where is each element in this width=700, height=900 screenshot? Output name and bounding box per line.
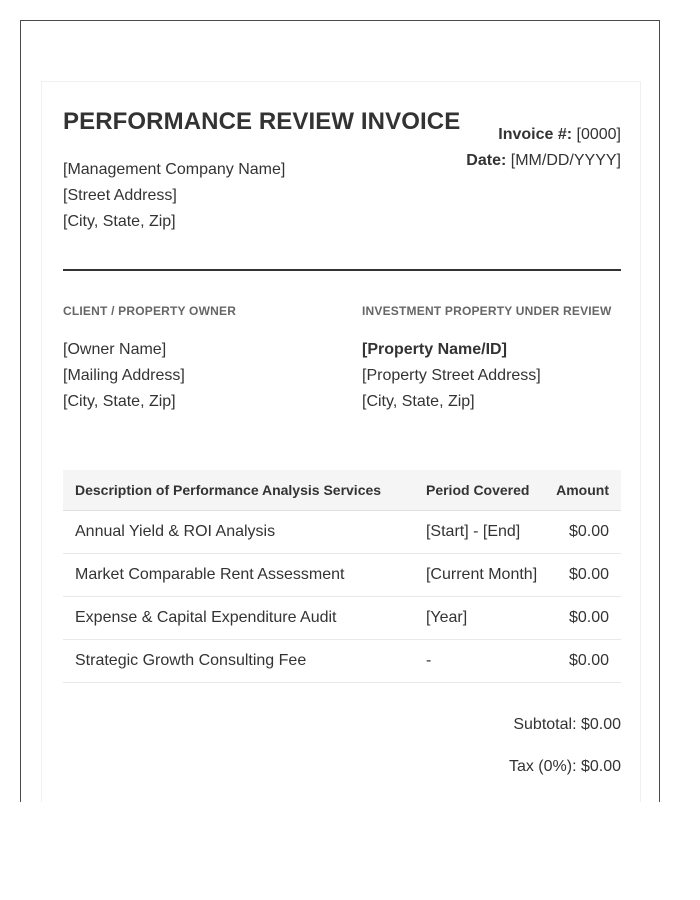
client-city: [City, State, Zip] [63, 393, 176, 410]
invoice-number-value: [0000] [576, 126, 621, 143]
invoice-date-value: [MM/DD/YYYY] [510, 152, 621, 169]
invoice-number-line [466, 122, 621, 148]
services-table [63, 470, 621, 683]
sender-company: [Management Company Name] [63, 161, 286, 178]
subtotal: Subtotal: $0.00 [513, 716, 621, 733]
row-description: Expense & Capital Expenditure Audit [63, 597, 404, 640]
table-row [63, 554, 621, 597]
row-period: [Current Month] [404, 554, 554, 597]
table-row [63, 640, 621, 683]
property-address [362, 337, 541, 415]
invoice-number-label: Invoice #: [498, 126, 573, 143]
header-period: Period Covered [404, 470, 554, 511]
document-frame [20, 20, 660, 802]
invoice-title: PERFORMANCE REVIEW INVOICE [63, 108, 461, 135]
client-heading: CLIENT / PROPERTY OWNER [63, 304, 237, 318]
invoice-meta [466, 122, 621, 174]
property-name: [Property Name/ID] [362, 341, 507, 358]
row-description: Market Comparable Rent Assessment [63, 554, 404, 597]
table-header-row [63, 470, 621, 511]
row-amount: $0.00 [554, 597, 621, 640]
table-row [63, 597, 621, 640]
header-amount: Amount [554, 470, 621, 511]
row-description: Annual Yield & ROI Analysis [63, 511, 404, 554]
invoice-paper [41, 81, 641, 802]
property-city: [City, State, Zip] [362, 393, 475, 410]
invoice-date-line [466, 148, 621, 174]
row-period: - [404, 640, 554, 683]
sender-street: [Street Address] [63, 187, 177, 204]
row-amount: $0.00 [554, 640, 621, 683]
property-street: [Property Street Address] [362, 367, 541, 384]
client-mailing-address: [Mailing Address] [63, 367, 185, 384]
sender-city: [City, State, Zip] [63, 213, 176, 230]
row-amount: $0.00 [554, 511, 621, 554]
row-description: Strategic Growth Consulting Fee [63, 640, 404, 683]
header-divider [63, 269, 621, 271]
row-period: [Start] - [End] [404, 511, 554, 554]
header-description: Description of Performance Analysis Services [63, 470, 404, 511]
table-row [63, 511, 621, 554]
row-amount: $0.00 [554, 554, 621, 597]
invoice-date-label: Date: [466, 152, 507, 169]
client-name: [Owner Name] [63, 341, 167, 358]
sender-address [63, 157, 285, 235]
row-period: [Year] [404, 597, 554, 640]
property-heading: INVESTMENT PROPERTY UNDER REVIEW [362, 304, 612, 318]
tax-total: Tax (0%): $0.00 [508, 758, 621, 775]
client-address [63, 337, 185, 415]
